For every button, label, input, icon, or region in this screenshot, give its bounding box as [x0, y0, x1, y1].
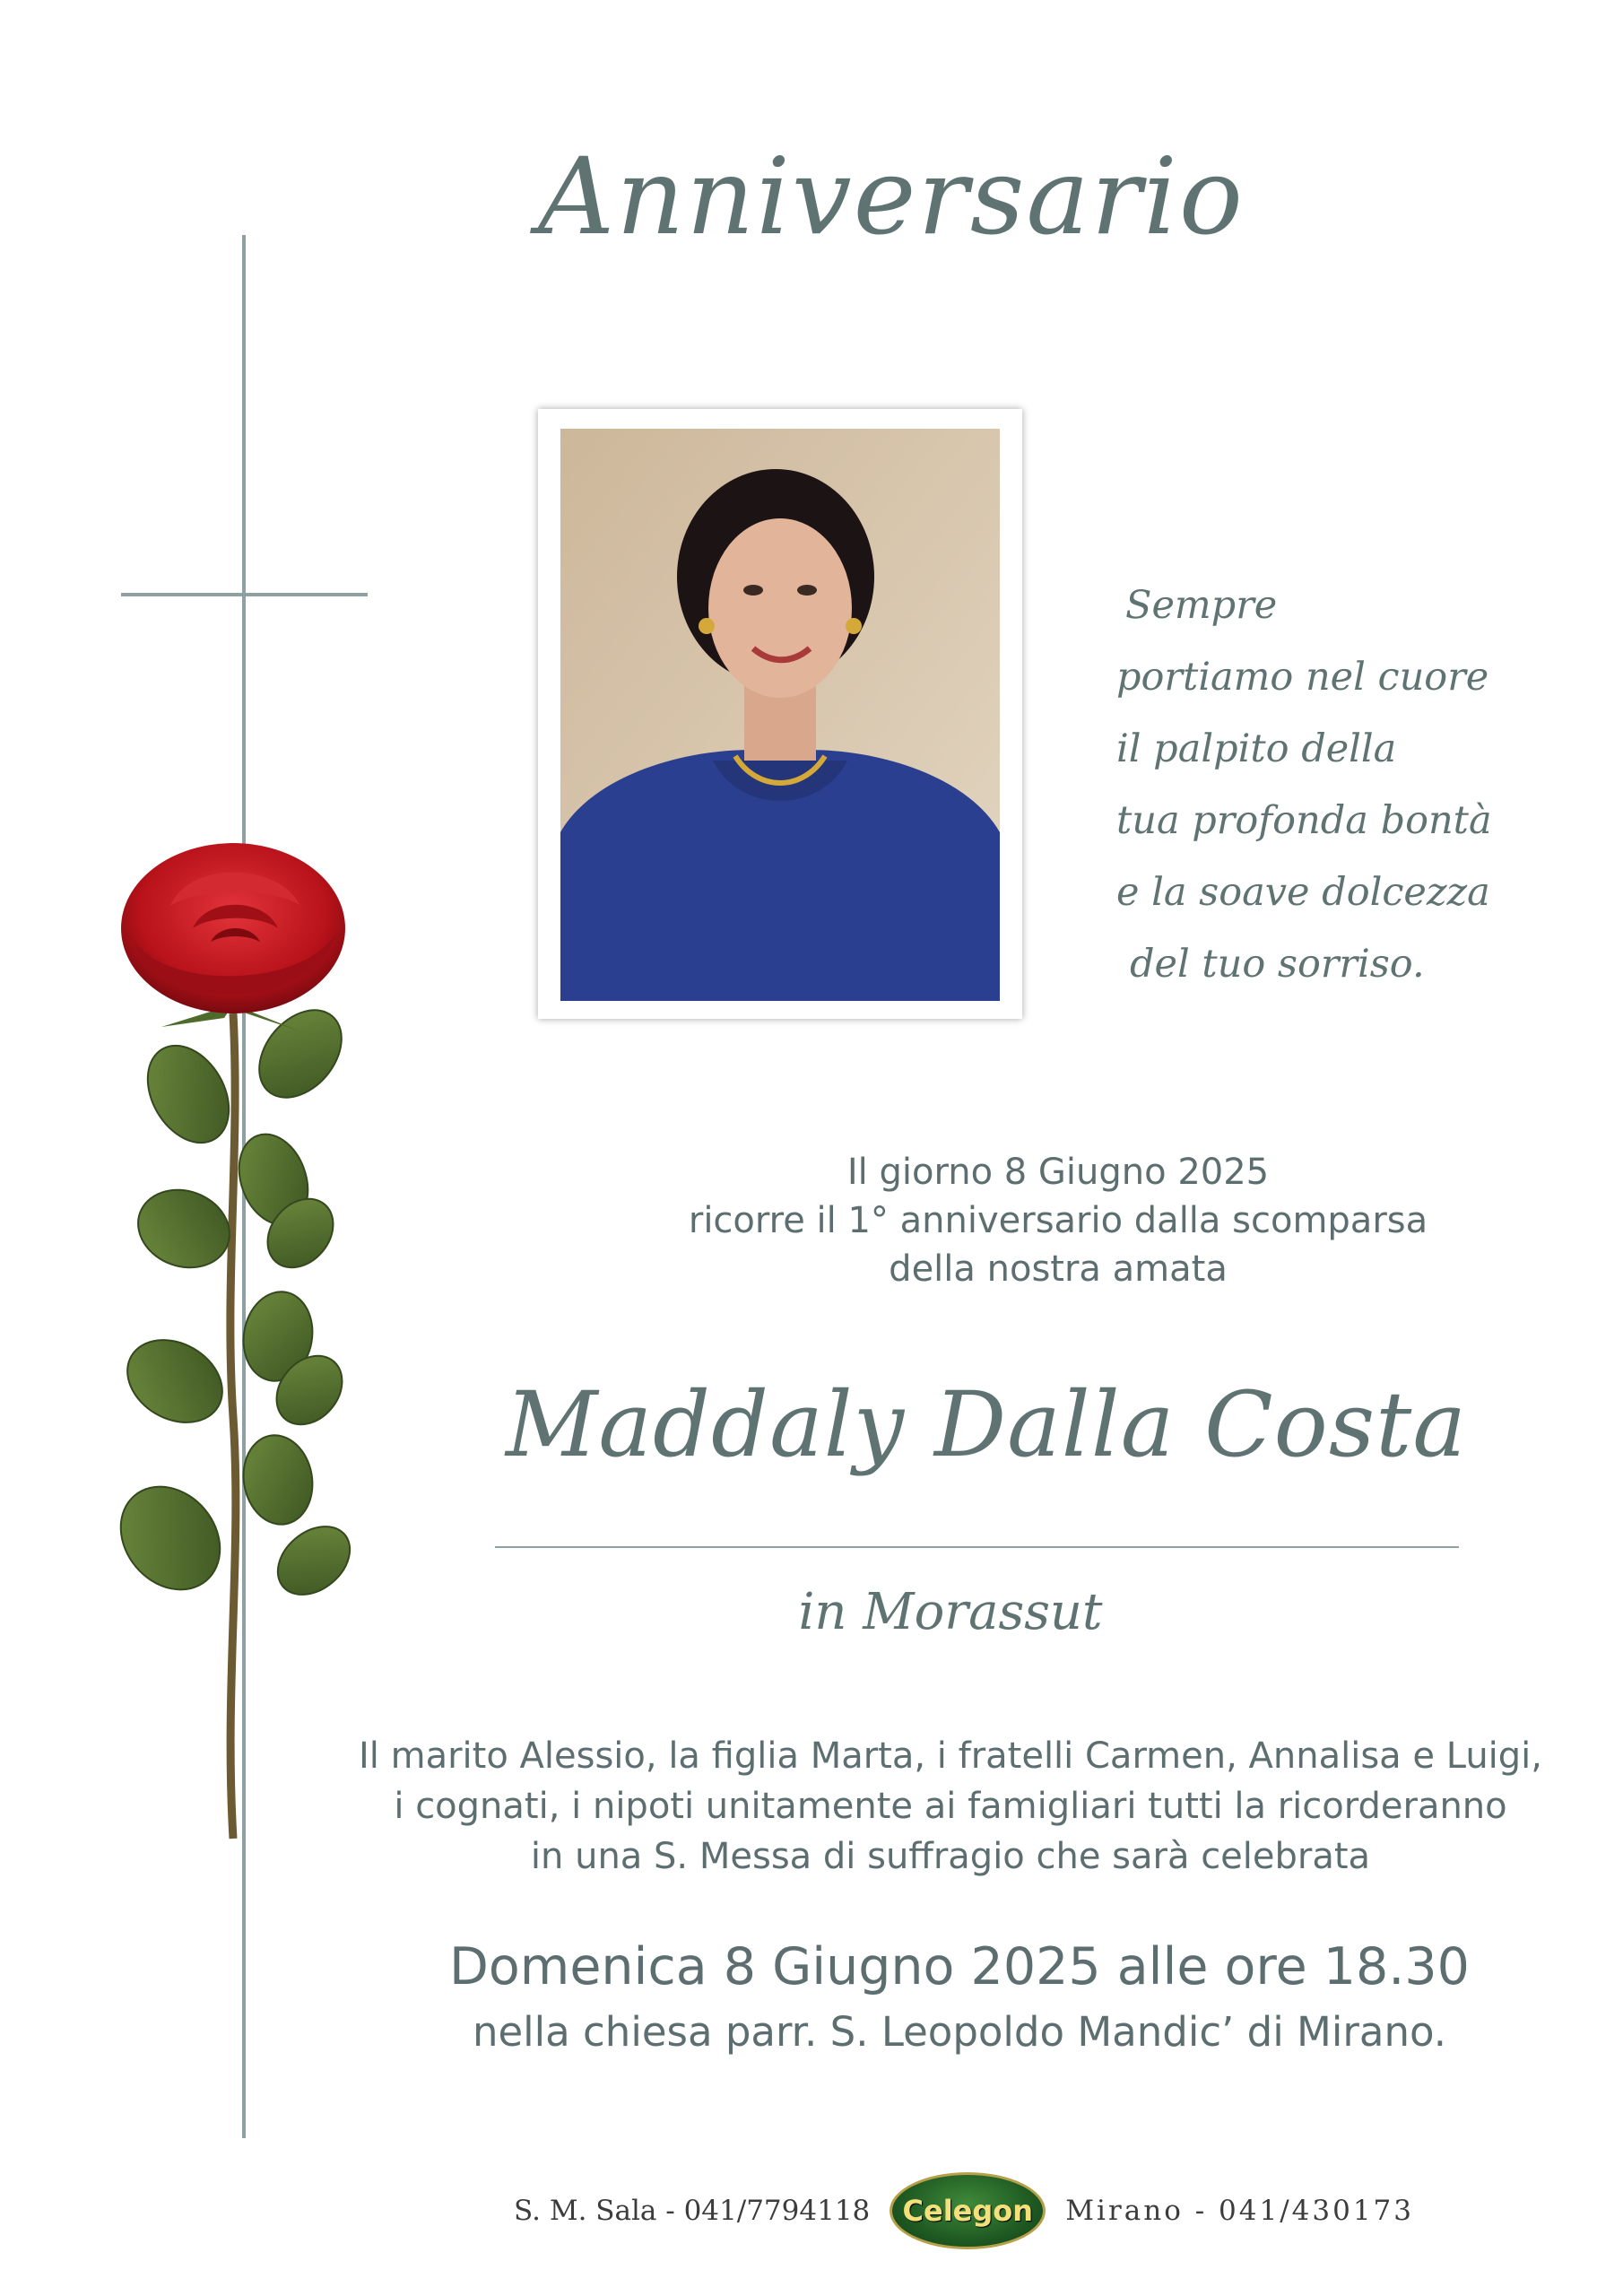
- family-line: Il marito Alessio, la figlia Marta, i fratelli Carmen, Annalisa e Luigi,: [359, 1735, 1542, 1777]
- portrait-photo: [560, 429, 1000, 1001]
- intro-line: ricorre il 1° anniversario dalla scomparsa: [688, 1200, 1428, 1241]
- family-line: in una S. Messa di suffragio che sarà celebrata: [530, 1836, 1371, 1877]
- poem-line: Sempre: [1125, 583, 1278, 628]
- married-name: in Morassut: [798, 1583, 1103, 1641]
- celegon-logo: [890, 2172, 1046, 2249]
- intro-line: della nostra amata: [889, 1248, 1228, 1290]
- poem-line: portiamo nel cuore: [1116, 655, 1489, 700]
- poem-line: e la soave dolcezza: [1116, 870, 1490, 915]
- poem-line: il palpito della: [1116, 726, 1397, 771]
- mass-place: nella chiesa parr. S. Leopoldo Mandic’ di Mirano.: [472, 2008, 1447, 2056]
- family-line: i cognati, i nipoti unitamente ai famigliari tutti la ricorderanno: [394, 1786, 1507, 1827]
- name-divider: [495, 1546, 1459, 1548]
- footer-left-contact: S. M. Sala - 041/7794118: [514, 2195, 871, 2227]
- poem: [1116, 570, 1583, 1000]
- rose-icon: [99, 834, 395, 1857]
- cross-horizontal-line: [121, 593, 368, 596]
- poem-line: tua profonda bontà: [1116, 798, 1492, 843]
- logo-text: Celegon: [902, 2194, 1034, 2228]
- family-text: [359, 1731, 1542, 1882]
- footer: [359, 2170, 1569, 2251]
- deceased-name: Maddaly Dalla Costa: [506, 1372, 1467, 1477]
- footer-right-contact: Mirano - 041/430173: [1065, 2195, 1414, 2227]
- poem-line: del tuo sorriso.: [1130, 942, 1425, 987]
- portrait-image-icon: [560, 429, 1000, 1001]
- mass-date: Domenica 8 Giugno 2025 alle ore 18.30: [449, 1937, 1470, 1996]
- intro-line: Il giorno 8 Giugno 2025: [846, 1152, 1270, 1193]
- intro-text: [502, 1148, 1614, 1293]
- page-title: Anniversario: [538, 135, 1245, 258]
